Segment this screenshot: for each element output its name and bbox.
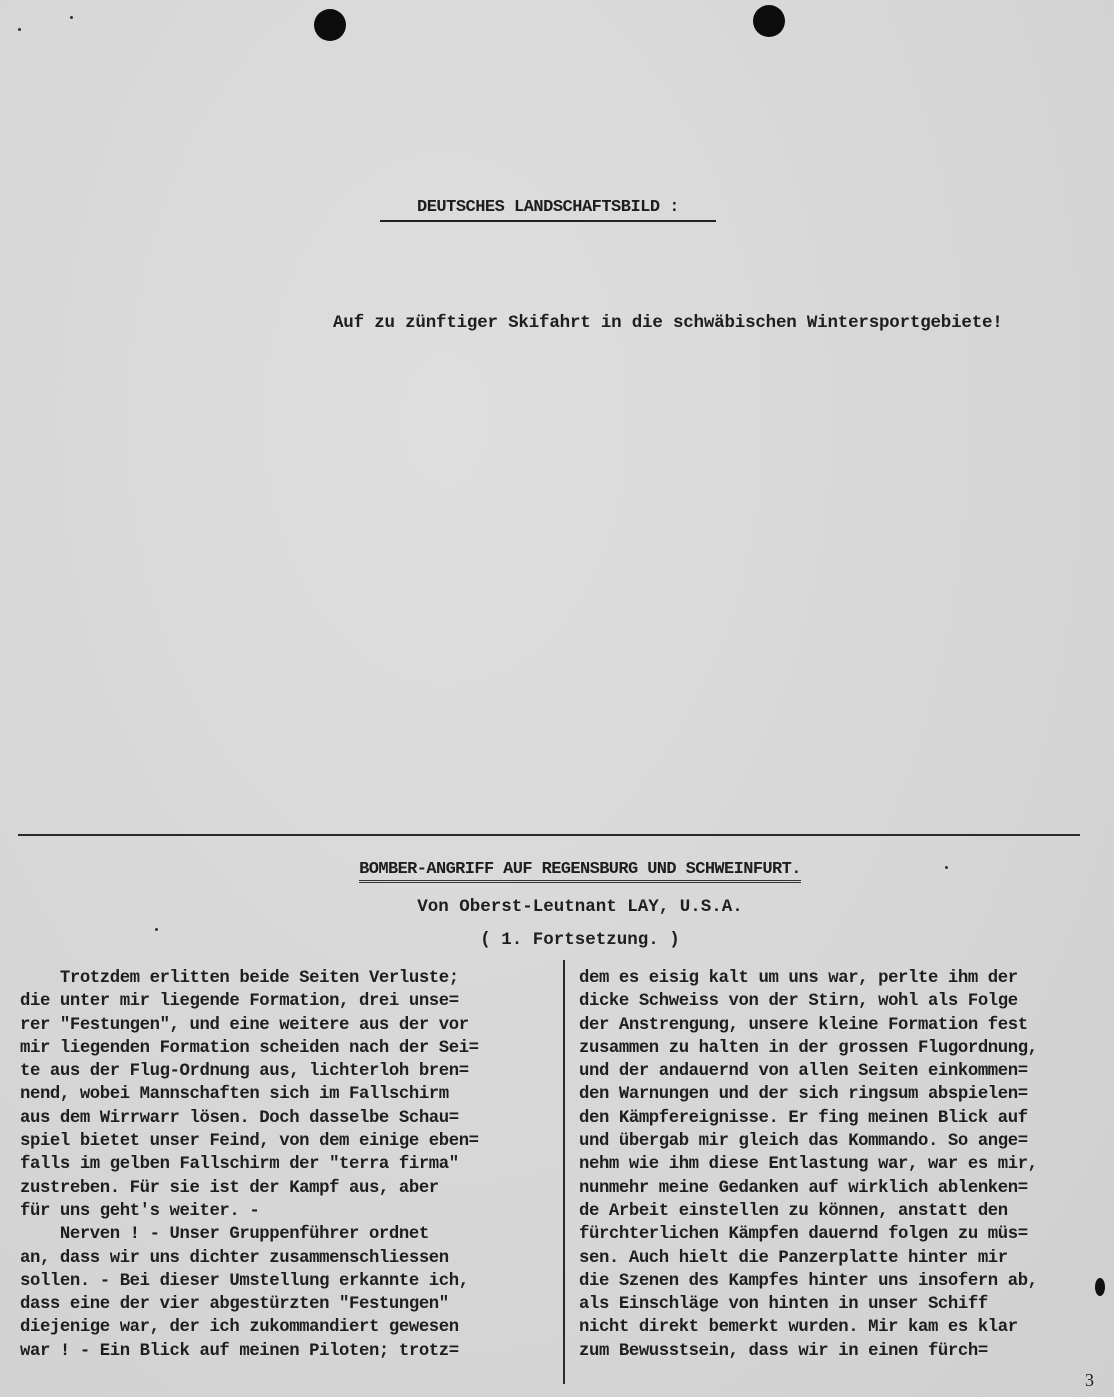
text-line: dass eine der vier abgestürzten "Festungen" <box>20 1295 449 1315</box>
text-line: Trotzdem erlitten beide Seiten Verluste; <box>20 969 459 988</box>
paper-speck <box>70 16 73 19</box>
text-line: dem es eisig kalt um uns war, perlte ihm der <box>579 969 1018 988</box>
article-title <box>300 860 860 879</box>
text-line: nicht direkt bemerkt wurden. Mir kam es klar <box>579 1318 1018 1338</box>
article-byline: Von Oberst-Leutnant LAY, U.S.A. <box>417 897 743 917</box>
text-line: zusammen zu halten in der grossen Flugordnung, <box>579 1038 1038 1058</box>
text-line: sen. Auch hielt die Panzerplatte hinter mir <box>579 1248 1008 1268</box>
text-line: rer "Festungen", und eine weitere aus der vor <box>20 1015 469 1035</box>
text-line: te aus der Flug-Ordnung aus, lichterloh bren= <box>20 1062 469 1082</box>
text-line: und der andauernd von allen Seiten einkommen= <box>579 1062 1028 1082</box>
text-line: nehm wie ihm diese Entlastung war, war es mir, <box>579 1155 1038 1175</box>
text-line: die unter mir liegende Formation, drei unse= <box>20 992 459 1012</box>
text-line: der Anstrengung, unsere kleine Formation fest <box>579 1015 1028 1035</box>
text-column-left <box>20 967 550 1363</box>
text-line: mir liegenden Formation scheiden nach der Sei= <box>20 1038 479 1058</box>
text-line: den Warnungen und der sich ringsum abspielen= <box>579 1085 1028 1105</box>
text-line: sollen. - Bei dieser Umstellung erkannte ich, <box>20 1271 469 1291</box>
punch-hole-left <box>314 9 346 41</box>
text-line: an, dass wir uns dichter zusammenschliessen <box>20 1248 449 1268</box>
text-line: die Szenen des Kampfes hinter uns insofern ab, <box>579 1271 1038 1291</box>
section-heading: DEUTSCHES LANDSCHAFTSBILD : <box>380 198 716 222</box>
slogan: Auf zu zünftiger Skifahrt in die schwäbischen Wintersportgebiete! <box>333 313 1003 333</box>
text-line: falls im gelben Fallschirm der "terra firma" <box>20 1155 459 1175</box>
text-line: zum Bewusstsein, dass wir in einen fürch= <box>579 1341 988 1361</box>
page-number: 3 <box>1085 1370 1094 1390</box>
text-line: Nerven ! - Unser Gruppenführer ordnet <box>20 1225 429 1245</box>
column-divider <box>563 960 565 1384</box>
text-line: den Kämpfereignisse. Er fing meinen Blick auf <box>579 1108 1028 1128</box>
text-line: nunmehr meine Gedanken auf wirklich ablenken= <box>579 1178 1028 1198</box>
text-line: fürchterlichen Kämpfen dauernd folgen zu müs= <box>579 1225 1028 1245</box>
text-line: aus dem Wirrwarr lösen. Doch dasselbe Schau= <box>20 1108 459 1128</box>
article-continuation: ( 1. Fortsetzung. ) <box>480 930 680 950</box>
article-title-text: BOMBER-ANGRIFF AUF REGENSBURG UND SCHWEINFURT. <box>359 860 801 883</box>
paper-speck <box>155 928 158 931</box>
text-line: diejenige war, der ich zukommandiert gewesen <box>20 1318 459 1338</box>
text-line: und übergab mir gleich das Kommando. So ange= <box>579 1132 1028 1152</box>
text-column-right <box>579 967 1104 1363</box>
punch-hole-right <box>753 5 785 37</box>
horizontal-rule <box>18 834 1080 836</box>
text-line: de Arbeit einstellen zu können, anstatt den <box>579 1201 1008 1221</box>
paper-speck <box>945 866 948 869</box>
text-line: zustreben. Für sie ist der Kampf aus, aber <box>20 1178 439 1198</box>
text-line: war ! - Ein Blick auf meinen Piloten; trotz= <box>20 1341 459 1361</box>
text-line: spiel bietet unser Feind, von dem einige eben= <box>20 1132 479 1152</box>
text-line: dicke Schweiss von der Stirn, wohl als Folge <box>579 992 1018 1012</box>
text-line: nend, wobei Mannschaften sich im Fallschirm <box>20 1085 449 1105</box>
text-line: als Einschläge von hinten in unser Schiff <box>579 1295 988 1315</box>
text-line: für uns geht's weiter. - <box>20 1201 260 1221</box>
paper-speck <box>18 28 21 31</box>
